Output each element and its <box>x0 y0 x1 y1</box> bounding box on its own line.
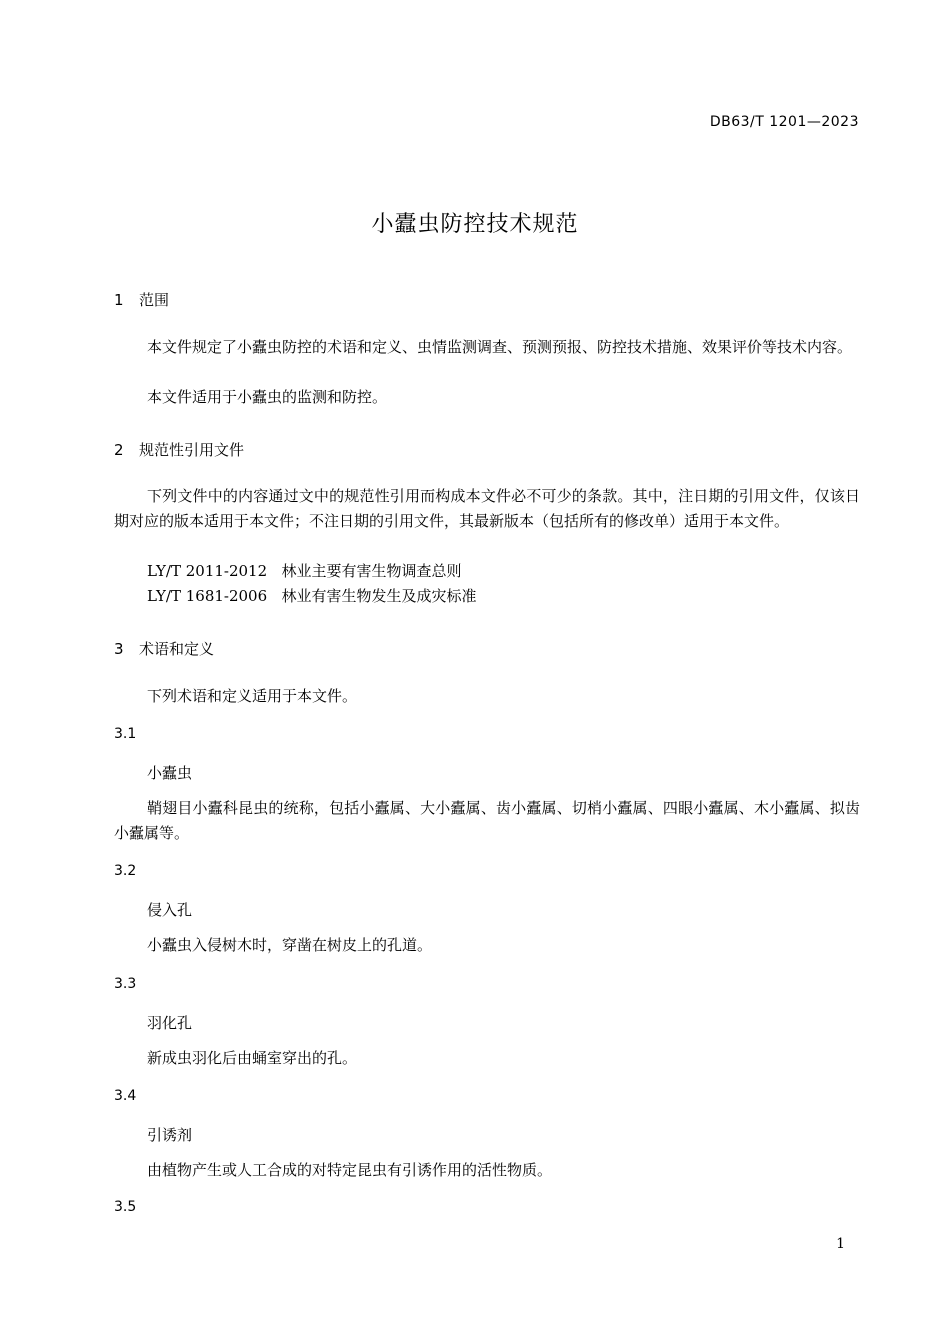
section-number: 1 <box>114 291 124 309</box>
section-heading-normative-references <box>114 439 244 460</box>
term-number: 3.2 <box>114 863 137 879</box>
section-heading-scope <box>114 289 169 310</box>
paragraph: 本文件适用于小蠹虫的监测和防控。 <box>147 388 388 406</box>
section-heading-terms <box>114 638 214 659</box>
document-code: DB63/T 1201—2023 <box>709 114 859 130</box>
term-definition: 由植物产生或人工合成的对特定昆虫有引诱作用的活性物质。 <box>147 1161 553 1179</box>
reference-item <box>147 559 461 584</box>
term-name: 小蠹虫 <box>147 764 193 782</box>
term-name: 侵入孔 <box>147 901 193 919</box>
term-name: 引诱剂 <box>147 1126 193 1144</box>
section-number: 3 <box>114 640 124 658</box>
section-title: 规范性引用文件 <box>139 441 245 459</box>
paragraph: 下列术语和定义适用于本文件。 <box>147 687 358 705</box>
term-number: 3.5 <box>114 1199 137 1215</box>
reference-code: LY/T 1681-2006 <box>147 587 268 605</box>
paragraph: 本文件规定了小蠹虫防控的术语和定义、虫情监测调查、预测预报、防控技术措施、效果评价等技术内容。 <box>147 338 853 356</box>
term-definition: 小蠹虫入侵树木时，穿凿在树皮上的孔道。 <box>147 936 433 954</box>
term-definition: 新成虫羽化后由蛹室穿出的孔。 <box>147 1049 358 1067</box>
term-name: 羽化孔 <box>147 1014 193 1032</box>
section-title: 术语和定义 <box>139 640 215 658</box>
section-number: 2 <box>114 441 124 459</box>
term-number: 3.3 <box>114 976 137 992</box>
term-number: 3.1 <box>114 726 137 742</box>
document-title: 小蠹虫防控技术规范 <box>371 212 579 237</box>
reference-item <box>147 584 476 609</box>
reference-name: 林业有害生物发生及成灾标准 <box>281 587 477 605</box>
paragraph: 下列文件中的内容通过文中的规范性引用而构成本文件必不可少的条款。其中，注日期的引用文件，仅该日期对应的版本适用于本文件；不注日期的引用文件，其最新版本（包括所有的修改单）适用于本文件。 <box>114 487 860 530</box>
term-number: 3.4 <box>114 1088 137 1104</box>
section-title: 范围 <box>139 291 170 309</box>
reference-code: LY/T 2011-2012 <box>147 562 268 580</box>
term-definition: 鞘翅目小蠹科昆虫的统称，包括小蠹属、大小蠹属、齿小蠹属、切梢小蠹属、四眼小蠹属、木小蠹属、拟齿小蠹属等。 <box>114 799 860 842</box>
page-number: 1 <box>836 1236 845 1252</box>
reference-name: 林业主要有害生物调查总则 <box>281 562 462 580</box>
